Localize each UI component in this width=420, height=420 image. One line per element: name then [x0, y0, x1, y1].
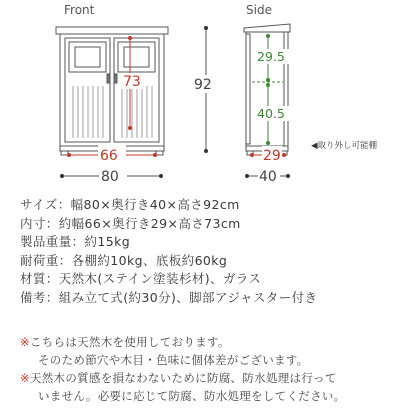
total-width-value: 80 — [101, 169, 119, 185]
note-mark: ※ — [20, 335, 30, 349]
total-depth-value: 40 — [259, 169, 277, 185]
lower-shelf-value: 40.5 — [257, 106, 285, 121]
spec-remarks: 備考：組み立て式(約30分)、脚部アジャスター付き — [20, 289, 318, 305]
spec-size: サイズ：幅80×奥行き40×高さ92cm — [20, 197, 240, 212]
note-text: こちらは天然木を使用しております。 — [29, 335, 230, 349]
dimension-drawing — [0, 0, 420, 195]
note-text: 天然木の質感を損なわないために防腐、防水処理は行って — [29, 371, 337, 385]
note-line — [20, 351, 418, 369]
inner-depth-value: 29 — [263, 148, 281, 164]
note-text: いません。必要に応じて防腐、防水処理をしてください。 — [38, 389, 346, 403]
note-line — [20, 387, 418, 405]
spec-weight: 製品重量：約15kg — [20, 234, 131, 249]
front-view-label: Front — [64, 3, 95, 17]
spec-load-capacity: 耐荷重：各棚約10kg、底板約60kg — [20, 252, 228, 268]
note-mark: ※ — [20, 371, 30, 385]
total-height-value: 92 — [194, 77, 212, 93]
spec-list — [20, 196, 415, 307]
note-text: そのため節穴や木目・色味に個体差がございます。 — [38, 353, 309, 367]
upper-shelf-value: 29.5 — [257, 49, 285, 64]
total-height-dimension — [193, 26, 217, 153]
inner-width-value: 66 — [100, 148, 118, 164]
note-line — [20, 369, 418, 387]
removable-shelf-label: ◀取り外し可能棚 — [311, 141, 378, 151]
spec-material: 材質：天然木(ステイン塗装杉材)、ガラス — [20, 271, 262, 286]
side-view-label: Side — [246, 3, 272, 17]
inner-height-value: 73 — [123, 74, 141, 90]
note-line — [20, 333, 418, 351]
side-cabinet — [244, 24, 290, 155]
notes-section — [20, 333, 418, 405]
spec-inner-size: 内寸：約幅66×奥行き29×高さ73cm — [20, 215, 241, 231]
total-depth-dimension — [245, 166, 290, 185]
total-width-dimension — [60, 166, 163, 185]
